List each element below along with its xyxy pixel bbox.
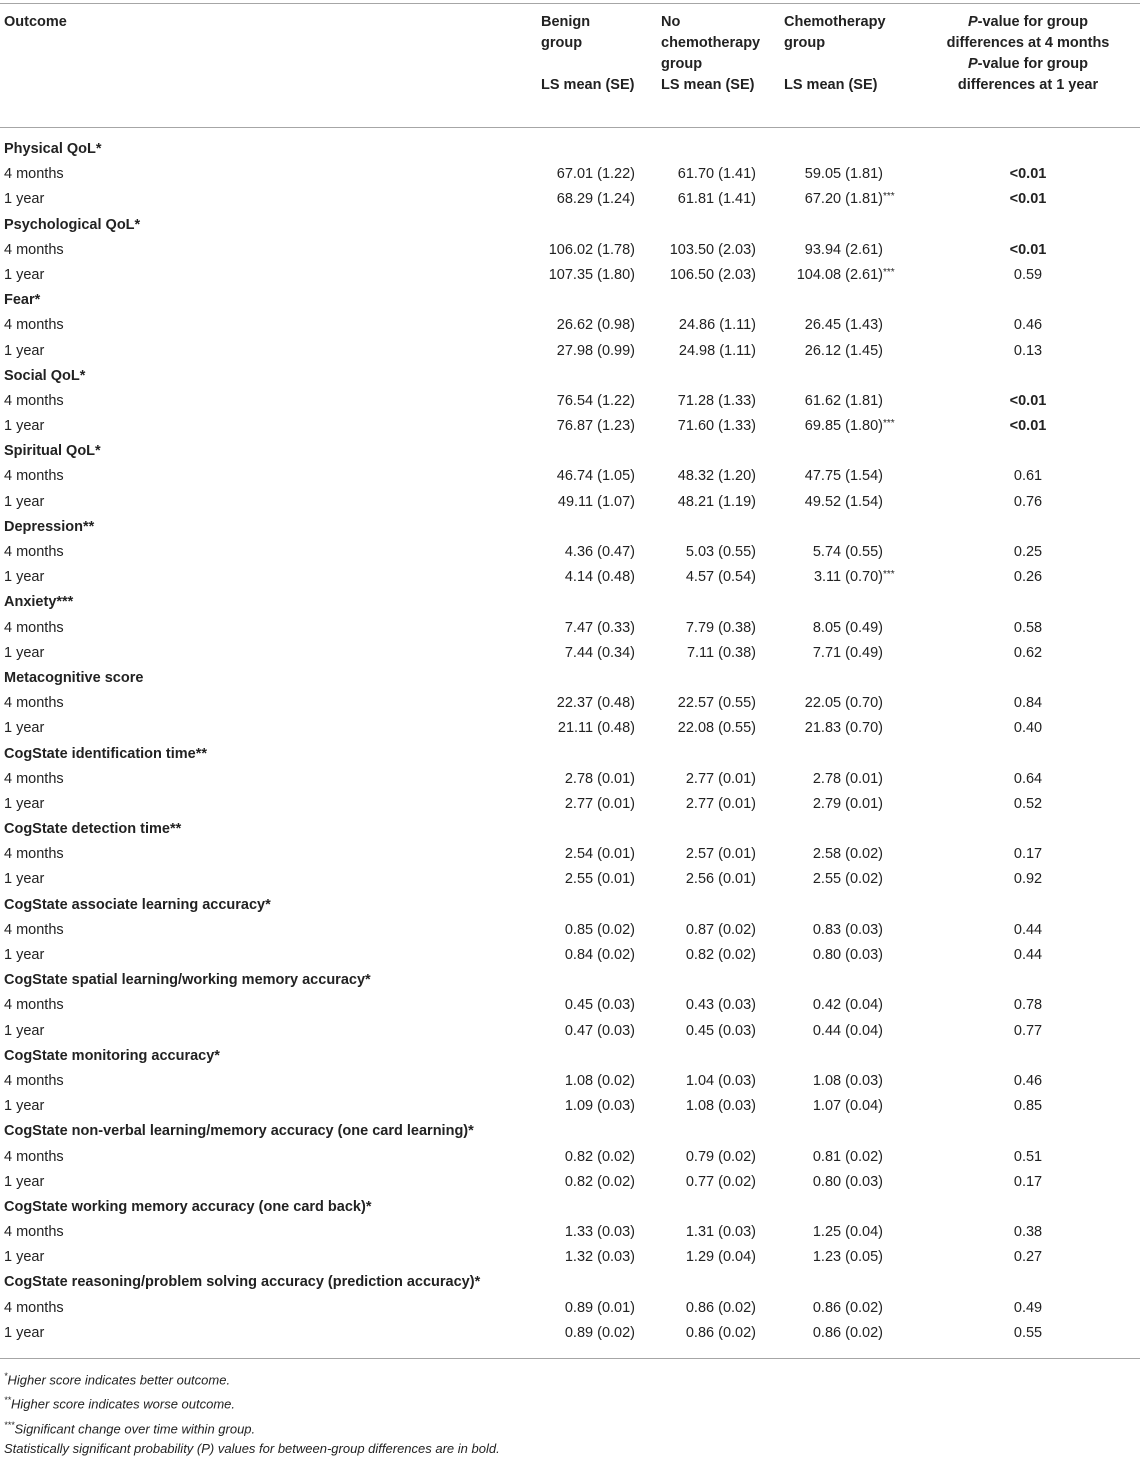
timepoint-label: 4 months xyxy=(4,166,64,183)
footnote-text: Statistically significant probability (P) values for between-group differences are in bold. xyxy=(4,1440,500,1456)
table-row xyxy=(0,162,1140,187)
header-benign-stat: LS mean (SE) xyxy=(541,77,635,93)
benign-value: 4.14 (0.48) xyxy=(564,569,635,586)
category-row xyxy=(0,590,1140,615)
benign-value: 0.82 (0.02) xyxy=(564,1148,635,1165)
p-value: <0.01 xyxy=(1009,241,1047,258)
benign-value: 2.55 (0.01) xyxy=(564,871,635,888)
chemo-value: 7.71 (0.49) xyxy=(812,644,883,661)
outcome-category: CogState detection time** xyxy=(4,821,182,838)
no-chemo-value: 0.86 (0.02) xyxy=(685,1324,756,1341)
chemo-value: 1.25 (0.04) xyxy=(812,1224,883,1241)
p-value: 0.55 xyxy=(1013,1324,1043,1341)
category-row xyxy=(0,968,1140,993)
chemo-value: 47.75 (1.54) xyxy=(804,468,883,485)
header-chemotherapy-group xyxy=(784,12,904,96)
timepoint-label: 4 months xyxy=(4,921,64,938)
chemo-value: 93.94 (2.61) xyxy=(804,241,883,258)
outcome-category: Psychological QoL* xyxy=(4,216,141,233)
p-value: 0.58 xyxy=(1013,619,1043,636)
benign-value: 67.01 (1.22) xyxy=(556,166,635,183)
benign-value: 1.08 (0.02) xyxy=(564,1072,635,1089)
table-row xyxy=(0,993,1140,1018)
category-row xyxy=(0,1119,1140,1144)
table-row xyxy=(0,238,1140,263)
no-chemo-value: 1.31 (0.03) xyxy=(685,1224,756,1241)
timepoint-label: 1 year xyxy=(4,569,45,586)
chemo-value: 0.83 (0.03) xyxy=(812,921,883,938)
chemo-value: 2.78 (0.01) xyxy=(812,770,883,787)
header-rule xyxy=(0,127,1140,128)
p-value: 0.52 xyxy=(1013,795,1043,812)
no-chemo-value: 22.08 (0.55) xyxy=(677,720,756,737)
timepoint-label: 1 year xyxy=(4,1098,45,1115)
category-row xyxy=(0,364,1140,389)
no-chemo-value: 61.81 (1.41) xyxy=(677,191,756,208)
table-row xyxy=(0,1220,1140,1245)
outcome-category: CogState identification time** xyxy=(4,745,208,762)
benign-value: 1.09 (0.03) xyxy=(564,1098,635,1115)
header-no-chemotherapy-group xyxy=(661,12,776,96)
timepoint-label: 4 months xyxy=(4,1224,64,1241)
no-chemo-value: 1.08 (0.03) xyxy=(685,1098,756,1115)
chemo-value: 0.81 (0.02) xyxy=(812,1148,883,1165)
outcome-category: CogState reasoning/problem solving accuracy (prediction accuracy)* xyxy=(4,1274,481,1291)
p-value: 0.46 xyxy=(1013,1072,1043,1089)
chemo-value: 0.80 (0.03) xyxy=(812,947,883,963)
table-row xyxy=(0,1170,1140,1195)
no-chemo-value: 0.43 (0.03) xyxy=(685,997,756,1014)
p-value: 0.59 xyxy=(1013,266,1043,283)
table-row xyxy=(0,1321,1140,1346)
timepoint-label: 1 year xyxy=(4,1249,45,1266)
p-value: 0.85 xyxy=(1013,1098,1043,1115)
table-row xyxy=(0,389,1140,414)
benign-value: 0.89 (0.02) xyxy=(564,1324,635,1341)
category-row xyxy=(0,893,1140,918)
table-row xyxy=(0,490,1140,515)
no-chemo-value: 0.45 (0.03) xyxy=(685,1022,756,1039)
timepoint-label: 1 year xyxy=(4,191,45,208)
no-chemo-value: 106.50 (2.03) xyxy=(669,266,756,283)
no-chemo-value: 0.77 (0.02) xyxy=(685,1173,756,1190)
header-benign-line2: group xyxy=(541,35,583,51)
table-bottom-rule xyxy=(0,1358,1140,1359)
timepoint-label: 4 months xyxy=(4,317,64,334)
benign-value: 76.54 (1.22) xyxy=(556,392,635,409)
category-row xyxy=(0,1270,1140,1295)
category-row xyxy=(0,666,1140,691)
timepoint-label: 4 months xyxy=(4,392,64,409)
no-chemo-value: 7.11 (0.38) xyxy=(686,644,756,661)
footnote xyxy=(4,1390,500,1414)
chemo-value: 22.05 (0.70) xyxy=(804,695,883,712)
p-value: 0.13 xyxy=(1013,342,1043,359)
benign-value: 2.78 (0.01) xyxy=(564,770,635,787)
timepoint-label: 1 year xyxy=(4,418,45,435)
header-pval-1y-line2: differences at 1 year xyxy=(957,77,1099,93)
significance-mark: *** xyxy=(883,266,895,278)
no-chemo-value: 2.77 (0.01) xyxy=(685,770,756,787)
outcome-category: Physical QoL* xyxy=(4,141,102,157)
outcome-category: CogState monitoring accuracy* xyxy=(4,1047,220,1064)
chemo-value: 59.05 (1.81) xyxy=(804,166,883,183)
chemo-value: 2.55 (0.02) xyxy=(812,871,883,888)
no-chemo-value: 61.70 (1.41) xyxy=(677,166,756,183)
no-chemo-value: 0.86 (0.02) xyxy=(685,1299,756,1316)
category-row xyxy=(0,213,1140,238)
table-row xyxy=(0,464,1140,489)
chemo-value: 0.44 (0.04) xyxy=(812,1022,883,1039)
chemo-value: 1.23 (0.05) xyxy=(812,1249,883,1266)
p-value: <0.01 xyxy=(1009,418,1047,435)
timepoint-label: 4 months xyxy=(4,1072,64,1089)
table-row xyxy=(0,339,1140,364)
benign-value: 2.77 (0.01) xyxy=(564,795,635,812)
chemo-value: 0.86 (0.02) xyxy=(812,1299,883,1316)
category-row xyxy=(0,515,1140,540)
benign-value: 0.85 (0.02) xyxy=(564,921,635,938)
no-chemo-value: 0.82 (0.02) xyxy=(685,947,756,963)
chemo-value: 61.62 (1.81) xyxy=(804,392,883,409)
outcome-category: CogState working memory accuracy (one card back)* xyxy=(4,1198,372,1215)
outcome-category: CogState non-verbal learning/memory accuracy (one card learning)* xyxy=(4,1123,474,1140)
no-chemo-value: 4.57 (0.54) xyxy=(685,569,756,586)
chemo-value: 21.83 (0.70) xyxy=(804,720,883,737)
table-row xyxy=(0,842,1140,867)
chemo-value: 2.58 (0.02) xyxy=(812,846,883,863)
table-row xyxy=(0,565,1140,590)
table-row xyxy=(0,616,1140,641)
chemo-value: 1.07 (0.04) xyxy=(812,1098,883,1115)
footnotes xyxy=(4,1366,500,1459)
no-chemo-value: 7.79 (0.38) xyxy=(685,619,756,636)
p-value: 0.17 xyxy=(1013,1173,1043,1190)
table-row xyxy=(0,1069,1140,1094)
benign-value: 107.35 (1.80) xyxy=(548,266,635,283)
benign-value: 4.36 (0.47) xyxy=(564,544,635,560)
outcome-category: Anxiety*** xyxy=(4,594,74,611)
benign-value: 0.45 (0.03) xyxy=(564,997,635,1014)
table-row xyxy=(0,263,1140,288)
category-row xyxy=(0,1044,1140,1069)
p-value: 0.17 xyxy=(1013,846,1043,863)
timepoint-label: 1 year xyxy=(4,1022,45,1039)
no-chemo-value: 71.60 (1.33) xyxy=(677,418,756,435)
significance-mark: *** xyxy=(883,569,895,581)
table-row xyxy=(0,918,1140,943)
significance-mark: *** xyxy=(883,191,895,203)
no-chemo-value: 22.57 (0.55) xyxy=(677,695,756,712)
footnote-mark: * xyxy=(4,1371,8,1381)
timepoint-label: 4 months xyxy=(4,544,64,560)
benign-value: 26.62 (0.98) xyxy=(556,317,635,334)
p-value: 0.76 xyxy=(1013,493,1043,510)
benign-value: 76.87 (1.23) xyxy=(556,418,635,435)
p-value: 0.49 xyxy=(1013,1299,1043,1316)
p-value: 0.44 xyxy=(1013,947,1043,963)
table-row xyxy=(0,641,1140,666)
category-row xyxy=(0,288,1140,313)
benign-value: 68.29 (1.24) xyxy=(556,191,635,208)
p-value: <0.01 xyxy=(1009,392,1047,409)
category-row xyxy=(0,1195,1140,1220)
timepoint-label: 1 year xyxy=(4,871,45,888)
table-row xyxy=(0,414,1140,439)
table-row xyxy=(0,1145,1140,1170)
timepoint-label: 4 months xyxy=(4,1299,64,1316)
header-benign-line1: Benign xyxy=(541,14,591,30)
chemo-value: 2.79 (0.01) xyxy=(812,795,883,812)
benign-value: 1.33 (0.03) xyxy=(564,1224,635,1241)
outcome-category: CogState associate learning accuracy* xyxy=(4,896,271,913)
outcome-category: Metacognitive score xyxy=(4,669,144,686)
p-value: 0.38 xyxy=(1013,1224,1043,1241)
footnote xyxy=(4,1439,500,1459)
no-chemo-value: 24.98 (1.11) xyxy=(678,342,756,359)
p-value: 0.27 xyxy=(1013,1249,1043,1266)
chemo-value: 104.08 (2.61) xyxy=(796,266,883,283)
table-row xyxy=(0,313,1140,338)
p-value: 0.26 xyxy=(1013,569,1043,586)
benign-value: 0.82 (0.02) xyxy=(564,1173,635,1190)
p-value: 0.25 xyxy=(1013,544,1043,560)
no-chemo-value: 2.56 (0.01) xyxy=(685,871,756,888)
p-value: 0.51 xyxy=(1013,1148,1043,1165)
header-pval-4m-line1: P-value for group xyxy=(967,14,1089,30)
outcome-category: Depression** xyxy=(4,518,95,535)
p-value: 0.62 xyxy=(1013,644,1043,661)
no-chemo-value: 5.03 (0.55) xyxy=(685,544,756,560)
header-chemo-line2: group xyxy=(784,35,826,51)
benign-value: 22.37 (0.48) xyxy=(556,695,635,712)
footnote xyxy=(4,1415,500,1439)
table-row xyxy=(0,187,1140,212)
table-row xyxy=(0,792,1140,817)
outcome-category: Social QoL* xyxy=(4,367,86,384)
chemo-value: 26.45 (1.43) xyxy=(804,317,883,334)
header-p-value xyxy=(930,12,1126,96)
table-row xyxy=(0,867,1140,892)
header-chemo-line1: Chemotherapy xyxy=(784,14,886,30)
p-value: 0.46 xyxy=(1013,317,1043,334)
footnote-mark: *** xyxy=(4,1419,15,1430)
table-row xyxy=(0,716,1140,741)
category-row xyxy=(0,137,1140,162)
table-row xyxy=(0,1019,1140,1044)
table-row xyxy=(0,1296,1140,1321)
header-nochemo-line1: No xyxy=(661,14,681,30)
chemo-value: 5.74 (0.55) xyxy=(812,544,883,560)
header-nochemo-line2: chemotherapy xyxy=(661,35,761,51)
p-value: 0.64 xyxy=(1013,770,1043,787)
p-value: 0.61 xyxy=(1013,468,1043,485)
timepoint-label: 1 year xyxy=(4,720,45,737)
no-chemo-value: 0.79 (0.02) xyxy=(685,1148,756,1165)
category-row xyxy=(0,742,1140,767)
footnote xyxy=(4,1366,500,1390)
header-pval-1y-line1: P-value for group xyxy=(967,56,1089,72)
chemo-value: 1.08 (0.03) xyxy=(812,1072,883,1089)
p-value: 0.44 xyxy=(1013,921,1043,938)
table-row xyxy=(0,1094,1140,1119)
footnote-text: Higher score indicates worse outcome. xyxy=(11,1396,236,1412)
timepoint-label: 4 months xyxy=(4,1148,64,1165)
header-chemo-stat: LS mean (SE) xyxy=(784,77,878,93)
footnote-text: Significant change over time within group. xyxy=(14,1420,256,1436)
no-chemo-value: 48.32 (1.20) xyxy=(677,468,756,485)
header-outcome: Outcome xyxy=(4,14,67,30)
timepoint-label: 1 year xyxy=(4,795,45,812)
benign-value: 2.54 (0.01) xyxy=(564,846,635,863)
timepoint-label: 1 year xyxy=(4,493,45,510)
p-value: <0.01 xyxy=(1009,166,1047,183)
table-row xyxy=(0,943,1140,968)
footnote-mark: ** xyxy=(4,1395,12,1406)
header-nochemo-stat: LS mean (SE) xyxy=(661,77,755,93)
benign-value: 0.47 (0.03) xyxy=(564,1022,635,1039)
table-row xyxy=(0,1245,1140,1270)
no-chemo-value: 71.28 (1.33) xyxy=(677,392,756,409)
table-row xyxy=(0,691,1140,716)
timepoint-label: 4 months xyxy=(4,997,64,1014)
table-body xyxy=(0,137,1140,1346)
outcome-category: CogState spatial learning/working memory accuracy* xyxy=(4,972,371,989)
benign-value: 106.02 (1.78) xyxy=(548,241,635,258)
benign-value: 49.11 (1.07) xyxy=(557,493,635,510)
timepoint-label: 1 year xyxy=(4,1324,45,1341)
outcome-category: Fear* xyxy=(4,292,41,309)
chemo-value: 8.05 (0.49) xyxy=(812,619,883,636)
p-value: 0.40 xyxy=(1013,720,1043,737)
timepoint-label: 4 months xyxy=(4,695,64,712)
chemo-value: 0.42 (0.04) xyxy=(812,997,883,1014)
significance-mark: *** xyxy=(883,418,895,430)
chemo-value: 0.80 (0.03) xyxy=(812,1173,883,1190)
timepoint-label: 1 year xyxy=(4,1173,45,1190)
benign-value: 1.32 (0.03) xyxy=(564,1249,635,1266)
timepoint-label: 1 year xyxy=(4,947,45,963)
no-chemo-value: 2.57 (0.01) xyxy=(685,846,756,863)
chemo-value: 67.20 (1.81) xyxy=(804,191,883,208)
p-value: 0.78 xyxy=(1013,997,1043,1014)
no-chemo-value: 2.77 (0.01) xyxy=(685,795,756,812)
footnote-text: Higher score indicates better outcome. xyxy=(7,1372,231,1388)
p-value: <0.01 xyxy=(1009,191,1047,208)
category-row xyxy=(0,439,1140,464)
table-row xyxy=(0,540,1140,565)
benign-value: 46.74 (1.05) xyxy=(556,468,635,485)
chemo-value: 0.86 (0.02) xyxy=(812,1324,883,1341)
timepoint-label: 4 months xyxy=(4,241,64,258)
timepoint-label: 1 year xyxy=(4,342,45,359)
timepoint-label: 4 months xyxy=(4,619,64,636)
header-pval-4m-line2: differences at 4 months xyxy=(946,35,1110,51)
p-value: 0.92 xyxy=(1013,871,1043,888)
benign-value: 21.11 (0.48) xyxy=(557,720,635,737)
chemo-value: 49.52 (1.54) xyxy=(804,493,883,510)
benign-value: 27.98 (0.99) xyxy=(556,342,635,359)
no-chemo-value: 48.21 (1.19) xyxy=(677,493,756,510)
category-row xyxy=(0,817,1140,842)
no-chemo-value: 0.87 (0.02) xyxy=(685,921,756,938)
p-value: 0.84 xyxy=(1013,695,1043,712)
outcome-category: Spiritual QoL* xyxy=(4,443,101,460)
no-chemo-value: 1.29 (0.04) xyxy=(685,1249,756,1266)
header-benign-group xyxy=(541,12,651,96)
timepoint-label: 1 year xyxy=(4,644,45,661)
benign-value: 7.47 (0.33) xyxy=(564,619,635,636)
no-chemo-value: 103.50 (2.03) xyxy=(669,241,756,258)
timepoint-label: 4 months xyxy=(4,468,64,485)
table-top-rule xyxy=(0,3,1140,4)
p-value: 0.77 xyxy=(1013,1022,1043,1039)
chemo-value: 26.12 (1.45) xyxy=(804,342,883,359)
benign-value: 0.84 (0.02) xyxy=(564,947,635,963)
timepoint-label: 4 months xyxy=(4,770,64,787)
timepoint-label: 1 year xyxy=(4,266,45,283)
header-nochemo-line3: group xyxy=(661,56,703,72)
chemo-value: 3.11 (0.70) xyxy=(813,569,883,586)
chemo-value: 69.85 (1.80) xyxy=(804,418,883,435)
benign-value: 7.44 (0.34) xyxy=(564,644,635,661)
benign-value: 0.89 (0.01) xyxy=(564,1299,635,1316)
timepoint-label: 4 months xyxy=(4,846,64,863)
table-row xyxy=(0,767,1140,792)
no-chemo-value: 1.04 (0.03) xyxy=(685,1072,756,1089)
no-chemo-value: 24.86 (1.11) xyxy=(678,317,756,334)
